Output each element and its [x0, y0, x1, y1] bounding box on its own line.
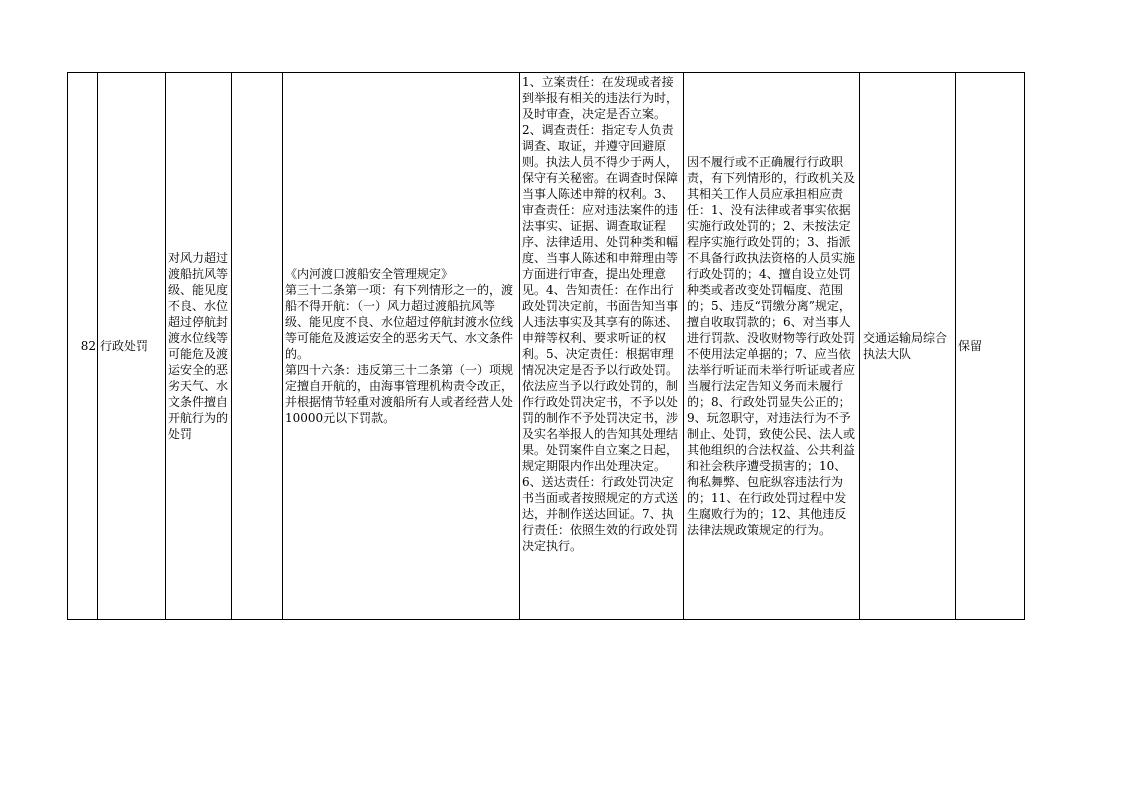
sub-item-cell	[232, 73, 283, 619]
accountability-cell	[684, 73, 860, 619]
responsibilities-cell	[520, 73, 684, 619]
responsibilities: 1、立案责任：在发现或者接到举报有相关的违法行为时，及时审查，决定是否立案。2、调查责任：指定专人负责调查、取证，并遵守回避原则。执法人员不得少于两人，保守有关秘密。在调查时保障当事人陈述申辩的权利。3、审查责任：应对违法案件的违法事实、证据、调查取证程序、法律适用、处罚种类和幅度、当事人陈述和申辩理由等方面进行审查，提出处理意见。4、告知责任：在作出行政处罚决定前，书面告知当事人违法事实及其享有的陈述、申辩等权利、要求听证的权利。5、决定责任：根据审理情况决定是否予以行政处罚。依法应当予以行政处罚的，制作行政处罚决定书，不予以处罚的制作不予处罚决定书，涉及实名举报人的告知其处理结果。处罚案件自立案之日起，规定期限内作出处理决定。 6、送达责任：行政处罚决定书当面或者按照规定的方式送达，并制作送达回证。7、执行责任：依照生效的行政处罚决定执行。	[522, 75, 679, 553]
remark-cell	[956, 73, 1024, 619]
item-name: 对风力超过渡船抗风等级、能见度不良、水位超过停航封渡水位线等可能危及渡运安全的恶劣天气、水文条件擅自开航行为的处罚	[168, 251, 229, 441]
power-category: 行政处罚	[100, 339, 149, 353]
item-number-cell	[68, 73, 98, 619]
legal-basis-cell	[283, 73, 520, 619]
power-list-table	[67, 72, 1025, 620]
power-category-cell	[98, 73, 166, 619]
implementing-body-cell	[860, 73, 956, 619]
remark: 保留	[958, 339, 983, 353]
implementing-body: 交通运输局综合执法大队	[863, 331, 948, 361]
legal-basis: 《内河渡口渡船安全管理规定》 第三十二条第一项：有下列情形之一的，渡船不得开航：（一）风力超过渡船抗风等级、能见度不良、水位超过停航封渡水位线等可能危及渡运安全的恶劣天气、水文条件的。 第四十六条：违反第三十二条第（一）项规定擅自开航的，由海事管理机构责令改正，并根据情节轻重对渡船所有人或者经营人处10000元以下罚款。	[285, 267, 514, 425]
item-name-cell	[166, 73, 232, 619]
accountability: 因不履行或不正确履行行政职责，有下列情形的，行政机关及其相关工作人员应承担相应责任：1、没有法律或者事实依据实施行政处罚的；2、未按法定程序实施行政处罚的；3、指派不具备行政执法资格的人员实施行政处罚的；4、擅自设立处罚种类或者改变处罚幅度、范围的；5、违反“罚缴分离”规定，擅自收取罚款的；6、对当事人进行罚款、没收财物等行政处罚不使用法定单据的；7、应当依法举行听证而未举行听证或者应当履行法定告知义务而未履行的；8、行政处罚显失公正的；9、玩忽职守，对违法行为不予制止、处罚，致使公民、法人或其他组织的合法权益、公共利益和社会秩序遭受损害的；10、徇私舞弊、包庇纵容违法行为的；11、在行政处罚过程中发生腐败行为的；12、其他违反法律法规政策规定的行为。	[687, 155, 856, 537]
item-number: 82	[80, 339, 96, 353]
